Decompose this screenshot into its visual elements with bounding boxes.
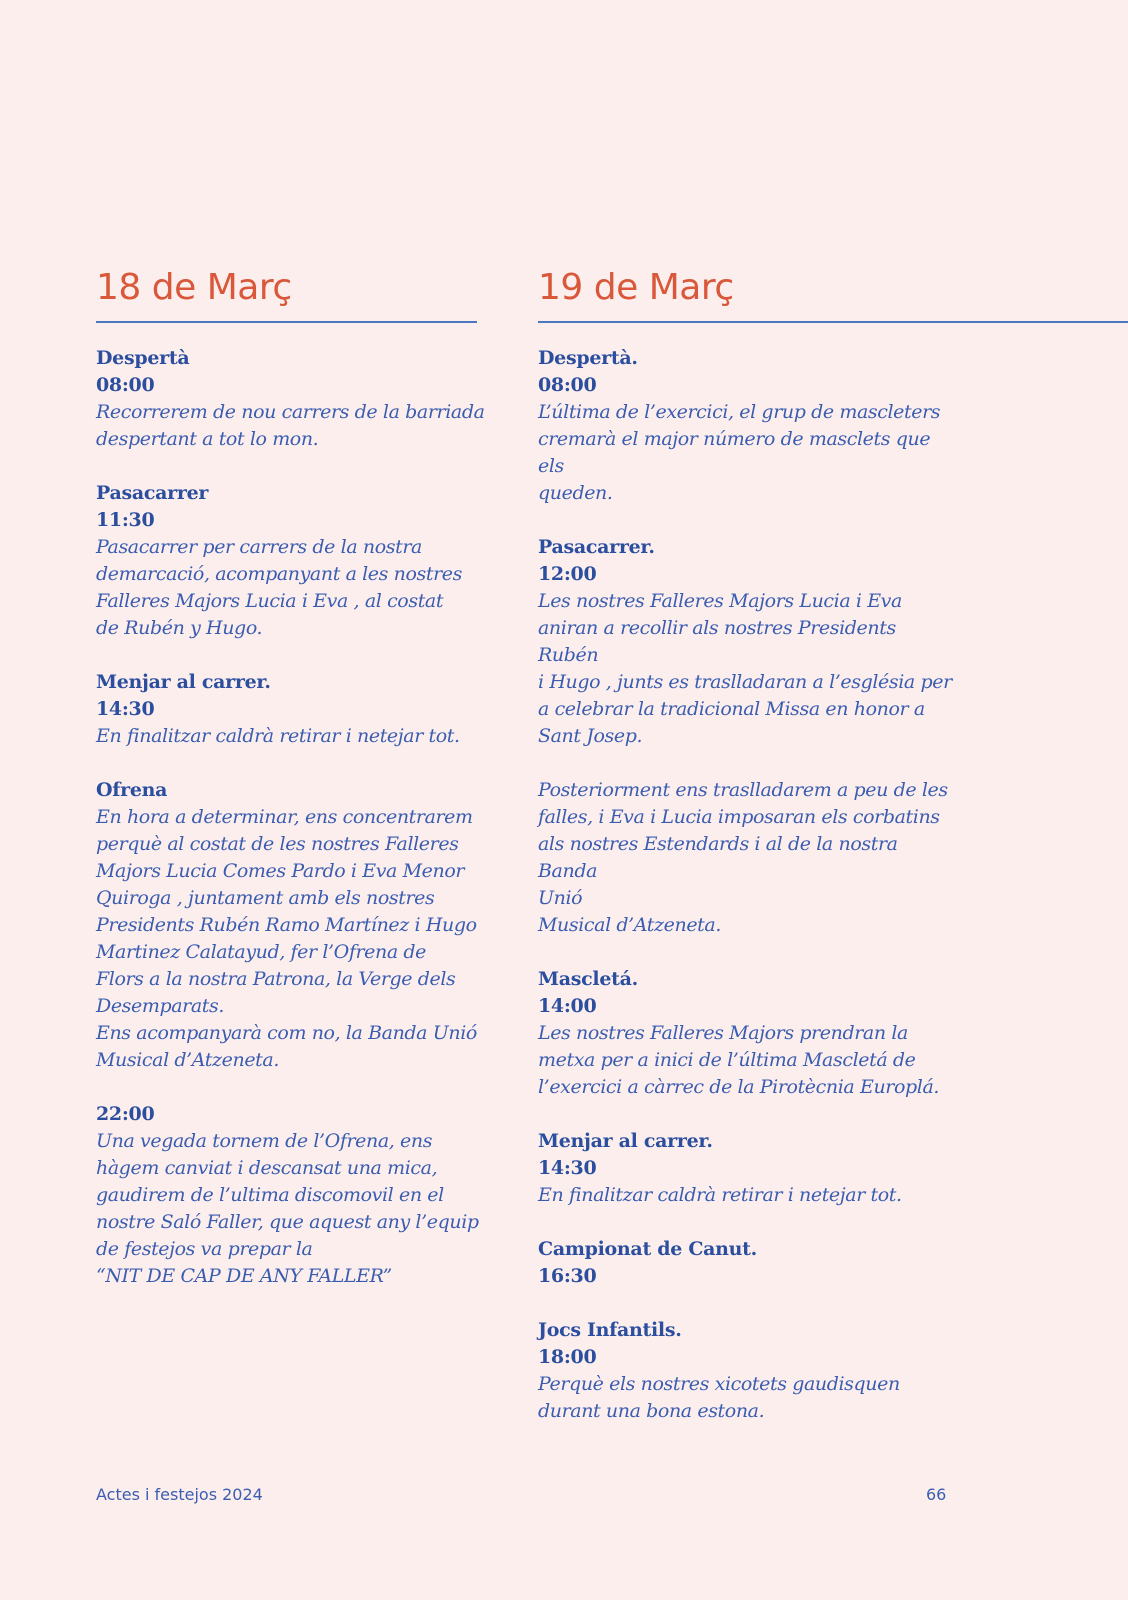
event-name: Pasacarrer. <box>538 536 655 558</box>
event-time: 16:30 <box>538 1265 597 1287</box>
event-item <box>538 1317 958 1425</box>
day-title: 18 de Març <box>96 267 292 308</box>
event-item <box>538 1236 958 1290</box>
event-name: Pasacarrer <box>96 482 209 504</box>
title-divider <box>538 321 1128 323</box>
event-description: En finalitzar caldrà retirar i netejar tot. <box>538 1184 902 1206</box>
event-description: En finalitzar caldrà retirar i netejar tot. <box>96 725 460 747</box>
title-divider <box>96 321 477 323</box>
event-time: 11:30 <box>96 509 155 531</box>
event-list <box>538 345 958 1425</box>
event-name: Ofrena <box>96 779 168 801</box>
event-time: 12:00 <box>538 563 597 585</box>
event-time: 14:30 <box>96 698 155 720</box>
event-name: Despertà. <box>538 347 638 369</box>
page-number: 66 <box>926 1485 947 1504</box>
event-item <box>538 534 958 939</box>
event-description: Perquè els nostres xicotets gaudisquen durant una bona estona. <box>538 1373 900 1422</box>
event-description: En hora a determinar, ens concentrarem perquè al costat de les nostres Falleres Majors Lucia Comes Pardo i Eva Menor Quiroga , juntament amb els nostres Presidents Rubén Ramo Martínez i Hugo Martinez Calatayud, fer l’Ofrena de Flors a la nostra Patrona, la Verge dels Desemparats. Ens acompanyarà com no, la Banda Unió Musical d’Atzeneta. <box>96 806 477 1071</box>
event-item <box>538 345 958 507</box>
event-item <box>538 1128 958 1209</box>
event-time: 08:00 <box>538 374 597 396</box>
event-item <box>538 966 958 1101</box>
event-time: 14:30 <box>538 1157 597 1179</box>
event-name: Jocs Infantils. <box>538 1319 682 1341</box>
event-description: Una vegada tornem de l’Ofrena, ens hàgem canviat i descansat una mica, gaudirem de l’ultima discomovil en el nostre Saló Faller, que aquest any l’equip de festejos va prepar la “NIT DE CAP DE ANY FALLER” <box>96 1130 479 1287</box>
event-item <box>96 345 516 453</box>
day-column-19 <box>538 266 1128 1452</box>
event-time: 22:00 <box>96 1103 155 1125</box>
event-description: Les nostres Falleres Majors prendran la metxa per a inici de l’última Mascletá de l’exercici a càrrec de la Pirotècnia Europlá. <box>538 1022 940 1098</box>
event-name: Menjar al carrer. <box>96 671 271 693</box>
event-item <box>96 669 516 750</box>
event-name: Despertà <box>96 347 190 369</box>
event-description: Les nostres Falleres Majors Lucia i Eva aniran a recollir als nostres Presidents Rubén i Hugo , junts es traslladaran a l’església per a celebrar la tradicional Missa en honor a Sant Josep. Posteriorment ens traslladarem a peu de les falles, i Eva i Lucia imposaran els corbatins als nostres Estendards i al de la nostra Banda Unió Musical d’Atzeneta. <box>538 590 952 936</box>
day-column-18 <box>96 266 485 1317</box>
event-item <box>96 777 516 1074</box>
event-name: Campionat de Canut. <box>538 1238 757 1260</box>
event-description: L’última de l’exercici, el grup de mascleters cremarà el major número de masclets que els queden. <box>538 401 941 504</box>
event-list <box>96 345 516 1290</box>
event-time: 18:00 <box>538 1346 597 1368</box>
event-item <box>96 1101 516 1290</box>
footer-publication-title: Actes i festejos 2024 <box>96 1485 263 1504</box>
day-title: 19 de Març <box>538 267 734 308</box>
event-name: Menjar al carrer. <box>538 1130 713 1152</box>
event-description: Recorrerem de nou carrers de la barriada despertant a tot lo mon. <box>96 401 485 450</box>
event-item <box>96 480 516 642</box>
event-name: Mascletá. <box>538 968 638 990</box>
event-description: Pasacarrer per carrers de la nostra demarcació, acompanyant a les nostres Falleres Majors Lucia i Eva , al costat de Rubén y Hugo. <box>96 536 462 639</box>
event-time: 08:00 <box>96 374 155 396</box>
event-time: 14:00 <box>538 995 597 1017</box>
